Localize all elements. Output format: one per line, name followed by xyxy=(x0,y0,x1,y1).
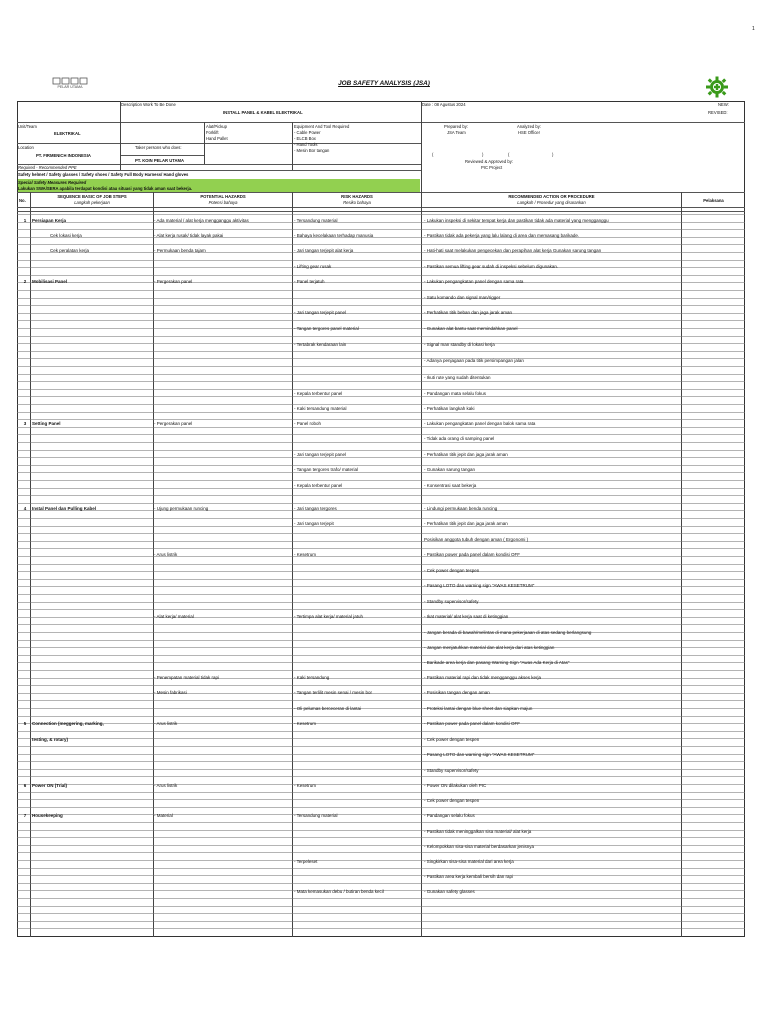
row-recommended-action: - Power ON dilakukan oleh PIC xyxy=(424,783,487,788)
ppe-label: Required - Recommended PPE xyxy=(18,165,77,170)
row-divider xyxy=(17,275,745,276)
row-recommended-action: - Pastikan material rapi dan tidak mengganggu akses kerja xyxy=(424,675,542,680)
description-label: Description Work To Be Done xyxy=(121,102,176,107)
table-row xyxy=(17,505,744,514)
row-job-step: Mobilisasi Panel xyxy=(32,279,68,284)
special-measures-label: Special Safety Measures Required xyxy=(18,180,87,185)
row-recommended-action: - Gunakan alat bantu saat memindahkan panel xyxy=(424,326,518,331)
table-row xyxy=(17,435,744,444)
row-potential-hazard: - Material xyxy=(154,813,173,818)
row-divider xyxy=(17,731,745,732)
row-divider xyxy=(17,624,745,625)
row-recommended-action: - Cek power dengan tespen xyxy=(424,737,480,742)
row-recommended-action: - Pasang LOTO dan warning sign "AWAS KESETRUM" xyxy=(424,752,535,757)
table-row xyxy=(17,325,744,334)
col-action-header: RECOMMENDED ACTION OR PROCEDURE xyxy=(508,194,595,199)
tool-item: Forklift xyxy=(206,130,219,135)
row-divider xyxy=(17,564,745,565)
table-row xyxy=(17,551,744,560)
table-row xyxy=(17,843,744,852)
row-recommended-action: - Jangan menjatuhkan material dan alat kerja dari atas ketinggian xyxy=(424,645,555,650)
row-recommended-action: - Standby supervisor/safety xyxy=(424,599,479,604)
row-recommended-action: - Proteksi lantai dengan blue sheet dan siapkan majun xyxy=(424,706,533,711)
analyzed-value: HSE Officer xyxy=(518,130,541,135)
row-divider xyxy=(17,290,745,291)
location-value: PT. FIRMENICH INDONESIA xyxy=(36,153,91,158)
row-potential-hazard: - Pergerakan panel xyxy=(154,421,193,426)
row-potential-hazard: - Pergerakan panel xyxy=(154,279,193,284)
table-row xyxy=(17,705,744,714)
row-risk-hazard: - Tersandung material xyxy=(294,813,338,818)
row-number: 3 xyxy=(23,421,27,426)
row-risk-hazard: - Tangan tergores trafo/ material xyxy=(294,467,358,472)
row-potential-hazard: - Penempatan material tidak rapi xyxy=(154,675,220,680)
table-row xyxy=(17,736,744,745)
table-row xyxy=(17,720,744,729)
col-executor-header: Pelaksana xyxy=(703,198,724,203)
row-potential-hazard: - Arus listrik xyxy=(154,721,178,726)
date-label: Date : 08 Agustus 2024 xyxy=(422,102,466,107)
row-job-step: Connection (meggering, marking, xyxy=(32,721,104,726)
row-divider xyxy=(17,807,745,808)
col-potential-header: POTENTIAL HAZARDS xyxy=(200,194,246,199)
table-row xyxy=(17,751,744,760)
row-job-step: Cek peralatan kerja xyxy=(50,248,90,253)
row-recommended-action: - Perhatikan langkah kaki xyxy=(424,406,475,411)
row-potential-hazard: - Ada material / alat kerja mengganggu aktivitas xyxy=(154,218,249,223)
tool-item: Hand Pallet xyxy=(206,136,228,141)
row-number: 2 xyxy=(23,279,27,284)
row-risk-hazard: - Tertimpa alat kerja/ material jatuh xyxy=(294,614,363,619)
table-row xyxy=(17,782,744,791)
row-divider xyxy=(17,366,745,367)
table-row xyxy=(17,858,744,867)
equipment-item: - Cable Power xyxy=(294,130,321,135)
row-recommended-action: - Satu komando dan signal man/rigger xyxy=(424,295,501,300)
row-divider xyxy=(17,883,745,884)
row-risk-hazard: - Jari tangan terjepit alat kerja xyxy=(294,248,354,253)
row-recommended-action: - Cek power dengan tespen xyxy=(424,568,480,573)
row-recommended-action: - Lakukan inspeksi di sekitar tempat kerja dan pastikan tidak ada material yang mengganggu xyxy=(424,218,609,223)
row-recommended-action: - Pasang LOTO dan warning sign "AWAS KESETRUM" xyxy=(424,583,535,588)
table-row xyxy=(17,520,744,529)
row-recommended-action: - Cek power dengan tespen xyxy=(424,798,480,803)
col-risk-subheader: Resiko bahaya xyxy=(343,200,371,205)
unit-label: Unit/Team xyxy=(18,124,37,129)
revised-label: REVISED: xyxy=(708,110,728,115)
row-number: 1 xyxy=(23,218,27,223)
row-divider xyxy=(17,503,745,504)
row-recommended-action: - Signal man standby di lokasi kerja xyxy=(424,342,495,347)
row-risk-hazard: - Oli pelumas berceceran di lantai xyxy=(294,706,362,711)
row-divider xyxy=(17,351,745,352)
row-recommended-action: - Perhatikan titik beban dan jaga jarak aman xyxy=(424,310,513,315)
row-risk-hazard: - Tangan tergores panel material xyxy=(294,326,359,331)
row-divider xyxy=(17,761,745,762)
row-number: 4 xyxy=(23,506,27,511)
table-row xyxy=(17,247,744,256)
table-row xyxy=(17,598,744,607)
row-potential-hazard: - Ujung permukaan runcing xyxy=(154,506,209,511)
reviewed-value: PIC Project xyxy=(481,165,503,170)
col-step-subheader: Langkah pekerjaan xyxy=(74,200,110,205)
table-row xyxy=(17,659,744,668)
prepared-sign-close: ) xyxy=(482,152,484,157)
row-divider xyxy=(17,906,745,907)
new-label: NEW: xyxy=(718,102,729,107)
row-number: 5 xyxy=(23,721,27,726)
table-row xyxy=(17,278,744,287)
row-job-step: testing, & rotary) xyxy=(32,737,69,742)
row-risk-hazard: - Mata kemasukan debu / butiran benda kecil xyxy=(294,889,384,894)
row-divider xyxy=(17,928,745,929)
tools-label: Alat/Pickup xyxy=(206,124,227,129)
row-recommended-action: - Kelompokkan sisa-sisa material berdasarkan jenisnya xyxy=(424,844,535,849)
row-divider xyxy=(17,716,745,717)
row-recommended-action: - Ikuti rute yang sudah ditentukan xyxy=(424,375,491,380)
equipment-label: Equipment And Tool Required xyxy=(294,124,350,129)
equipment-item: - Hand Tools xyxy=(294,142,318,147)
row-divider xyxy=(17,518,745,519)
row-divider xyxy=(17,260,745,261)
row-divider xyxy=(17,700,745,701)
table-row xyxy=(17,644,744,653)
col-step-header: SEQUENCE BASIC OF JOB STEPS xyxy=(57,194,127,199)
row-recommended-action: Posisikan anggota tubuh dengan aman ( Ergonomi ) xyxy=(424,537,529,542)
table-row xyxy=(17,536,744,545)
table-row xyxy=(17,767,744,776)
analyzed-sign-open: ( xyxy=(508,152,510,157)
row-divider xyxy=(17,746,745,747)
table-row xyxy=(17,567,744,576)
table-row xyxy=(17,828,744,837)
row-divider xyxy=(17,320,745,321)
row-divider xyxy=(17,898,745,899)
table-row xyxy=(17,466,744,475)
row-recommended-action: - Gunakan safety glasses xyxy=(424,889,475,894)
table-row xyxy=(17,689,744,698)
row-job-step: Setting Panel xyxy=(32,421,61,426)
row-risk-hazard: - Jari tangan tergores xyxy=(294,506,337,511)
location-label: Location xyxy=(18,145,34,150)
row-divider xyxy=(17,594,745,595)
row-recommended-action: - Perhatikan titik jepit dan jaga jarak aman xyxy=(424,521,508,526)
row-risk-hazard: - Kepala terbentur panel xyxy=(294,391,343,396)
row-recommended-action: - Lakukan pengangkatan panel dengan balok sama rata xyxy=(424,421,536,426)
col-no-header: No. xyxy=(19,198,26,203)
row-risk-hazard: - Tertabrak kendaraan lain xyxy=(294,342,347,347)
row-risk-hazard: - Jari tangan terjepit xyxy=(294,521,334,526)
description-value: INSTALL PANEL & KABEL ELEKTRIKAL xyxy=(223,110,303,115)
row-number: 6 xyxy=(23,783,27,788)
row-divider xyxy=(17,868,745,869)
row-divider xyxy=(17,214,745,215)
row-recommended-action: - Hati-hati saat melakukan pengecekan dan perapihan alat kerja Gunakan sarung tangan xyxy=(424,248,602,253)
row-recommended-action: - Singkirkan sisa-sisa material dari area kerja xyxy=(424,859,514,864)
row-divider xyxy=(17,533,745,534)
row-risk-hazard: - Kaki tersandung xyxy=(294,675,330,680)
row-recommended-action: - Pastikan tidak meninggalkan sisa material/ alat kerja xyxy=(424,829,532,834)
row-potential-hazard: - Alat kerja rusak/ tidak layak pakai xyxy=(154,233,224,238)
row-risk-hazard: - Tersandung material xyxy=(294,218,338,223)
prepared-sign-open: ( xyxy=(432,152,434,157)
row-job-step: Power ON (Trial) xyxy=(32,783,68,788)
row-divider xyxy=(17,244,745,245)
table-row xyxy=(17,451,744,460)
col-potential-subheader: Potensi bahaya xyxy=(208,200,238,205)
table-row xyxy=(17,232,744,241)
row-job-step: Persiapan Kerja xyxy=(32,218,67,223)
row-potential-hazard: - Mesin fabrikasi xyxy=(154,690,187,695)
row-divider xyxy=(17,480,745,481)
row-risk-hazard: - Tangan terlilit mesin senai / mesin bor xyxy=(294,690,372,695)
row-divider xyxy=(17,336,745,337)
table-row xyxy=(17,420,744,429)
row-divider xyxy=(17,792,745,793)
row-recommended-action: - Adanya penjagaan pada titik persimpangan jalan xyxy=(424,358,524,363)
row-risk-hazard: - Panel roboh xyxy=(294,421,322,426)
logo-text: PELAR UTAMA xyxy=(57,85,83,89)
reviewed-label: Reviewed & Approved by: xyxy=(465,159,513,164)
table-row xyxy=(17,294,744,303)
table-row xyxy=(17,613,744,622)
row-recommended-action: - Tidak ada orang di samping panel xyxy=(424,436,495,441)
row-recommended-action: - Pandangan mata selalu fokus xyxy=(424,391,487,396)
row-recommended-action: - Posisikan tangan dengan aman xyxy=(424,690,490,695)
table-row xyxy=(17,582,744,591)
row-risk-hazard: - Kesetrum xyxy=(294,552,317,557)
row-recommended-action: - Pastikan tidak ada pekerja yang lalu lalang di area dan memasang barikade. xyxy=(424,233,580,238)
row-potential-hazard: - Alat kerja/ material xyxy=(154,614,194,619)
analyzed-label: Analyzed by: xyxy=(517,124,541,129)
row-risk-hazard: - Kaki tersandung material xyxy=(294,406,347,411)
row-risk-hazard: - Kesetrum xyxy=(294,721,317,726)
table-row xyxy=(17,217,744,226)
table-row xyxy=(17,482,744,491)
row-recommended-action: - Lakukan pengangkatan panel dengan sama rata xyxy=(424,279,524,284)
row-job-step: Instal Panel dan Pulling Kabel xyxy=(32,506,97,511)
row-divider xyxy=(17,579,745,580)
table-row xyxy=(17,341,744,350)
row-divider xyxy=(17,685,745,686)
row-recommended-action: - Perhatikan titik jepit dan jaga jarak aman xyxy=(424,452,508,457)
row-potential-hazard: - Arus listrik xyxy=(154,552,178,557)
table-row xyxy=(17,357,744,366)
row-divider xyxy=(17,609,745,610)
row-risk-hazard: - Panel terjatuh xyxy=(294,279,325,284)
row-divider xyxy=(17,837,745,838)
row-number: 7 xyxy=(23,813,27,818)
col-risk-header: RISK HAZARDS xyxy=(341,194,373,199)
table-row xyxy=(17,797,744,806)
row-recommended-action: - Ikat material/ alat kerja saat di ketinggian xyxy=(424,614,509,619)
row-divider xyxy=(17,640,745,641)
unit-value: ELEKTRIKAL xyxy=(54,131,81,136)
row-risk-hazard: - Lifting gear rusak xyxy=(294,264,332,269)
prepared-label: Prepared by: xyxy=(444,124,468,129)
table-row xyxy=(17,263,744,272)
row-divider xyxy=(17,305,745,306)
taker-label: Taker persons who does: xyxy=(135,145,182,150)
row-recommended-action: - Pastikan area kerja kembali bersih dan rapi xyxy=(424,874,514,879)
row-divider xyxy=(17,852,745,853)
row-recommended-action: - Gunakan sarung tangan xyxy=(424,467,476,472)
row-risk-hazard: - Jari tangan terjepit panel xyxy=(294,310,347,315)
row-recommended-action: - Jangan berada di bawah/melintas di mana pekerjaaan di atas sedang berlangsung xyxy=(424,630,592,635)
equipment-item: - ELCB Box xyxy=(294,136,316,141)
safety-gear-icon xyxy=(704,76,730,98)
row-job-step: Housekeeping xyxy=(32,813,63,818)
row-divider xyxy=(17,913,745,914)
row-risk-hazard: - Kesetrum xyxy=(294,783,317,788)
page-corner-mark: 1 xyxy=(752,26,755,32)
ppe-value: Safety helmet / Safety glasses / Safety shoes / Safety Full Body Harness/ Hand gloves xyxy=(18,172,189,177)
row-divider xyxy=(17,670,745,671)
row-divider xyxy=(17,655,745,656)
row-recommended-action: - Lindungi permukaan benda runcing xyxy=(424,506,498,511)
prepared-value: JSA Team xyxy=(447,130,466,135)
row-divider xyxy=(17,921,745,922)
analyzed-sign-close: ) xyxy=(552,152,554,157)
row-risk-hazard: - Bahaya kecelakaan terhadap manusia xyxy=(294,233,374,238)
col-action-subheader: Langkah / Prosedur yang disarankan xyxy=(517,200,586,205)
row-recommended-action: - Barikade area kerja dan pasang Warning Sign "Awas Ada Kerja di Atas" xyxy=(424,660,570,665)
table-row xyxy=(17,888,744,897)
special-measures-value: Lakukan SWA/SERA apabila terdapat kondisi atau situasi yang tidak aman saat bekerja. xyxy=(18,186,193,191)
row-risk-hazard: - Terpeleset xyxy=(294,859,318,864)
equipment-item: - Mesin Bor tangan xyxy=(294,148,330,153)
table-row xyxy=(17,629,744,638)
table-row xyxy=(17,674,744,683)
row-recommended-action: - Konsentrasi saat bekerja xyxy=(424,483,477,488)
row-divider xyxy=(17,495,745,496)
row-divider xyxy=(17,229,745,230)
row-recommended-action: - Pandangan selalu fokus xyxy=(424,813,475,818)
table-row xyxy=(17,374,744,383)
table-row xyxy=(17,405,744,414)
row-recommended-action: - Standby supervisor/safety xyxy=(424,768,479,773)
document-title: JOB SAFETY ANALYSIS (JSA) xyxy=(338,80,430,87)
row-risk-hazard: - Jari tangan terjepit panel xyxy=(294,452,347,457)
row-job-step: Cek lokasi kerja xyxy=(50,233,82,238)
row-divider xyxy=(17,548,745,549)
table-row xyxy=(17,309,744,318)
table-row xyxy=(17,812,744,821)
row-recommended-action: - Pastikan semua lifting gear sudah di inspeksi sebelum digunakan. xyxy=(424,264,559,269)
row-recommended-action: - Pastikan power pada panel dalam kondisi OFF xyxy=(424,552,521,557)
row-risk-hazard: - Kepala terbentur panel xyxy=(294,483,343,488)
row-recommended-action: - Pastikan power pada panel dalam kondisi OFF xyxy=(424,721,521,726)
taker-value: PT. KOIN PELAR UTAMA xyxy=(135,158,185,163)
table-row xyxy=(17,390,744,399)
row-potential-hazard: - Permukaan benda tajam xyxy=(154,248,206,253)
row-divider xyxy=(17,776,745,777)
table-row xyxy=(17,873,744,882)
row-potential-hazard: - Arus listrik xyxy=(154,783,178,788)
row-divider xyxy=(17,822,745,823)
